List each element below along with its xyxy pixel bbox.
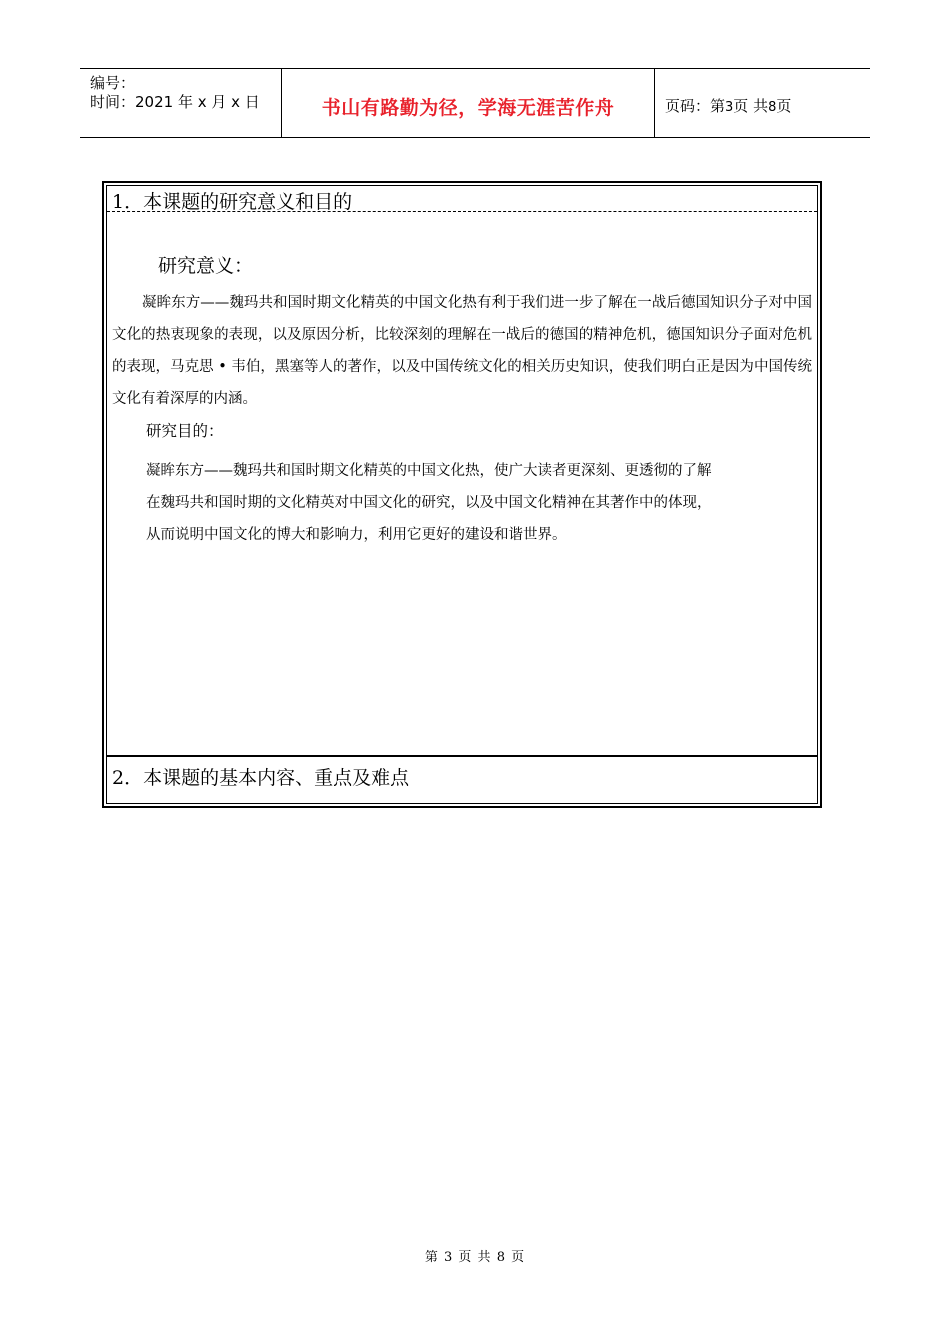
proposal-table bbox=[102, 181, 822, 808]
section-divider bbox=[107, 755, 817, 757]
header-table bbox=[80, 68, 870, 138]
header-info-cell bbox=[80, 69, 282, 137]
header-page-cell bbox=[655, 69, 870, 137]
motto: 书山有路勤为径，学海无涯苦作舟 bbox=[321, 97, 615, 119]
dashed-divider bbox=[107, 211, 817, 212]
purpose-line: 在魏玛共和国时期的文化精英对中国文化的研究，以及中国文化精神在其著作中的体现， bbox=[146, 495, 712, 511]
page-suffix: 页 bbox=[776, 97, 792, 115]
page-footer: 第 3 页 共 8 页 bbox=[424, 1250, 526, 1265]
page-mid: 页 共 bbox=[733, 97, 769, 115]
page-prefix: 页码：第 bbox=[665, 97, 726, 115]
purpose-heading: 研究目的： bbox=[146, 422, 224, 440]
section2-title: 2．本课题的基本内容、重点及难点 bbox=[112, 767, 410, 789]
number-label: 编号： bbox=[90, 74, 136, 92]
purpose-paragraph bbox=[146, 455, 806, 551]
page-total: 8 bbox=[768, 100, 777, 115]
section1-title: 1．本课题的研究意义和目的 bbox=[112, 191, 353, 213]
page-indicator bbox=[665, 95, 791, 116]
significance-heading: 研究意义： bbox=[158, 255, 254, 277]
purpose-line: 凝眸东方——魏玛共和国时期文化精英的中国文化热，使广大读者更深刻、更透彻的了解 bbox=[146, 463, 712, 479]
purpose-line: 从而说明中国文化的博大和影响力，利用它更好的建设和谐世界。 bbox=[146, 527, 567, 543]
header-motto-cell bbox=[282, 69, 655, 137]
time-label: 时间：2021 年 x 月 x 日 bbox=[90, 93, 260, 111]
significance-paragraph: 凝眸东方——魏玛共和国时期文化精英的中国文化热有利于我们进一步了解在一战后德国知识分子对中国文化的热衷现象的表现，以及原因分析，比较深刻的理解在一战后的德国的精神危机，德国知识分子面对危机的表现，马克思 • 韦伯，黑塞等人的著作，以及中国传统文化的相关历史知识，使我们明白正是因为中国传统文化有着深厚的内涵。 bbox=[112, 295, 812, 407]
page-current: 3 bbox=[725, 100, 734, 115]
